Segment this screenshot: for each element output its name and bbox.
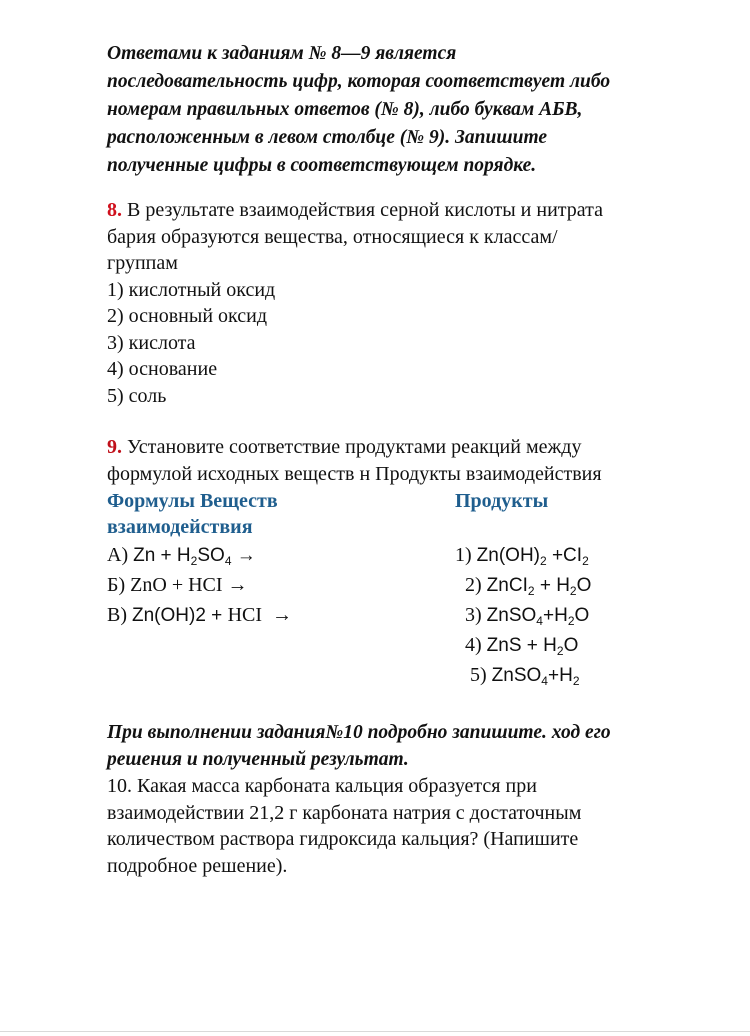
product-label: 3) — [465, 604, 487, 626]
question-8-line: бария образуются вещества, относящиеся к классам/ — [107, 225, 558, 248]
question-8-number: 8. — [107, 199, 122, 221]
task-10-instruction: решения и полученный результат. — [107, 749, 409, 770]
task-10-instruction: При выполнении задания№10 подробно запишите. ход его — [107, 722, 611, 743]
product-5 — [470, 660, 580, 691]
answer-option: 1) кислотный оксид — [107, 278, 276, 301]
reactants-header-line: Формулы Веществ — [107, 490, 278, 512]
question-8-line — [107, 197, 727, 224]
reactant-formula-rest: HCI → — [227, 604, 293, 626]
intro-line: полученные цифры в соответствующем порядке. — [107, 155, 537, 176]
product-formula: $ZnSO_4+H_2$ — [491, 665, 580, 688]
reactant-label: В) — [107, 604, 132, 626]
product-label: 4) — [465, 634, 487, 656]
answer-option: 3) кислота — [107, 331, 196, 354]
intro-instructions — [107, 40, 717, 180]
question-9-number: 9. — [107, 436, 122, 458]
question-8 — [107, 197, 727, 409]
product-3 — [465, 600, 589, 631]
product-1 — [455, 540, 589, 571]
reactant-formula: $Zn + H_2SO_4$ → — [133, 545, 256, 568]
task-10-line: 10. Какая масса карбоната кальция образуется при — [107, 775, 537, 797]
product-formula: $Zn(OH)_2 +CI_2$ — [476, 545, 589, 568]
reactants-header-line: взаимодействия — [107, 516, 253, 538]
answer-option: 4) основание — [107, 358, 218, 380]
product-label: 5) — [470, 664, 492, 686]
product-label: 2) — [465, 574, 487, 596]
question-9-text: Установите соответствие продуктами реакций между — [122, 436, 582, 458]
product-formula: $ZnSO_4+H_2O$ — [486, 605, 590, 628]
intro-line: последовательность цифр, которая соответствует либо — [107, 71, 611, 92]
task-10 — [107, 719, 727, 879]
page-bottom-divider — [0, 1031, 750, 1032]
product-formula: ZnS + $H_2O$ — [486, 635, 579, 658]
product-2 — [465, 570, 591, 601]
product-label: 1) — [455, 544, 477, 566]
question-9-line — [107, 434, 727, 461]
question-9-line: формулой исходных веществ н Продукты взаимодействия — [107, 462, 602, 485]
intro-line: Ответами к заданиям № 8—9 является — [107, 43, 457, 64]
question-8-line: группам — [107, 252, 178, 274]
reactant-v — [107, 600, 292, 631]
reactant-a — [107, 540, 256, 571]
reactant-formula: ZnO + HCI → — [130, 574, 248, 596]
question-8-text: В результате взаимодействия серной кислоты и нитрата — [122, 199, 603, 221]
question-9 — [107, 434, 727, 487]
intro-line: расположенным в левом столбце (№ 9). Запишите — [107, 127, 548, 148]
task-10-line: подробное решение). — [107, 854, 288, 877]
intro-line: номерам правильных ответов (№ 8), либо буквам АБВ, — [107, 99, 583, 120]
product-formula: ZnCI$_2$ + $H_2O$ — [486, 575, 592, 598]
task-10-line: взаимодействии 21,2 г карбоната натрия с достаточным — [107, 801, 582, 824]
task-10-line: количеством раствора гидроксида кальция? (Напишите — [107, 828, 579, 850]
answer-option: 5) соль — [107, 384, 167, 407]
reactant-formula: Zn(OH)2 + — [132, 605, 228, 626]
answer-option: 2) основный оксид — [107, 305, 267, 327]
reactant-label: А) — [107, 544, 134, 566]
reactants-header — [107, 488, 278, 540]
product-4 — [465, 630, 578, 661]
reactant-label: Б) — [107, 574, 131, 596]
products-header: Продукты — [455, 490, 549, 512]
reactant-b — [107, 570, 248, 600]
